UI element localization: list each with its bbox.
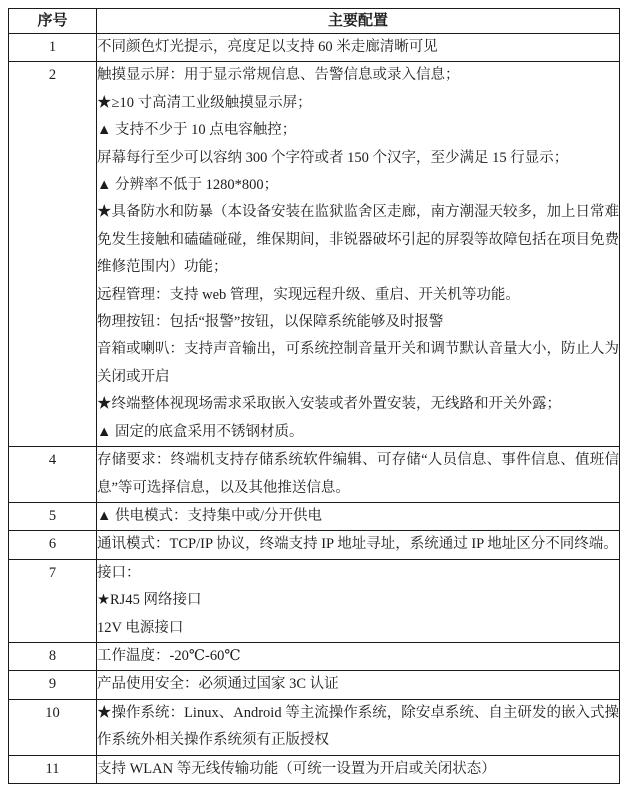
- config-line: ★具备防水和防暴（本设备安装在监狱监舍区走廊，南方潮湿天较多，加上日常难免发生接触和磕磕碰碰，维保期间，非锐器破坏引起的屏裂等故障包括在项目免费维修范围内）功能；: [97, 204, 619, 276]
- row-number-cell: 11: [9, 755, 97, 783]
- header-row: [9, 9, 620, 34]
- config-line: ▲ 供电模式：支持集中或/分开供电: [97, 507, 323, 524]
- config-line: 存储要求：终端机支持存储系统软件编辑、可存储“人员信息、事件信息、值班信息”等可选择信息，以及其他推送信息。: [97, 452, 619, 496]
- config-line: 工作温度：-20℃-60℃: [97, 647, 241, 664]
- row-config-cell: [97, 62, 620, 447]
- row-number-cell: 2: [9, 62, 97, 447]
- row-number-cell: 4: [9, 447, 97, 503]
- config-line: ★≥10 寸高清工业级触摸显示屏；: [97, 94, 312, 111]
- config-line: 12V 电源接口: [97, 619, 184, 636]
- table-row: [9, 447, 620, 503]
- config-line: 物理按钮：包括“报警”按钮，以保障系统能够及时报警: [97, 314, 444, 331]
- row-config-cell: [97, 755, 620, 783]
- row-number-cell: 5: [9, 502, 97, 530]
- config-line: 音箱或喇叭：支持声音输出，可系统控制音量开关和调节默认音量大小，防止人为关闭或开启: [97, 341, 619, 385]
- config-line: 接口：: [97, 564, 141, 581]
- row-number-cell: 9: [9, 671, 97, 699]
- row-config-cell: [97, 531, 620, 559]
- config-line: ▲ 分辨率不低于 1280*800；: [97, 177, 279, 194]
- table-row: [9, 559, 620, 642]
- header-col-config: 主要配置: [97, 9, 620, 34]
- row-number-cell: 8: [9, 642, 97, 670]
- spec-table: [8, 8, 620, 784]
- config-line: 远程管理：支持 web 管理，实现远程升级、重启、开关机等功能。: [97, 286, 520, 303]
- table-row: [9, 34, 620, 62]
- table-row: [9, 502, 620, 530]
- config-line: 触摸显示屏：用于显示常规信息、告警信息或录入信息；: [97, 67, 460, 84]
- config-line: 支持 WLAN 等无线传输功能（可统一设置为开启或关闭状态）: [97, 760, 496, 777]
- config-line: ★操作系统：Linux、Android 等主流操作系统，除安卓系统、自主研发的嵌入式操作系统外相关操作系统须有正版授权: [97, 704, 619, 749]
- row-number-cell: 10: [9, 699, 97, 755]
- row-config-cell: [97, 559, 620, 642]
- header-col-number: 序号: [9, 9, 97, 34]
- spec-table-body: [9, 34, 620, 784]
- row-config-cell: [97, 34, 620, 62]
- config-line: ▲ 支持不少于 10 点电容触控；: [97, 122, 297, 139]
- config-line: ▲ 固定的底盒采用不锈钢材质。: [97, 423, 304, 440]
- config-line: 屏幕每行至少可以容纳 300 个字符或者 150 个汉字，至少满足 15 行显示；: [97, 149, 569, 166]
- config-line: 通讯模式：TCP/IP 协议，终端支持 IP 地址寻址，系统通过 IP 地址区分不同终端。: [97, 536, 618, 553]
- row-number-cell: 6: [9, 531, 97, 559]
- table-row: [9, 62, 620, 447]
- table-row: [9, 531, 620, 559]
- config-line: ★终端整体视现场需求采取嵌入安装或者外置安装，无线路和开关外露；: [97, 396, 561, 413]
- row-config-cell: [97, 502, 620, 530]
- config-line: 不同颜色灯光提示，亮度足以支持 60 米走廊清晰可见: [97, 39, 438, 55]
- row-config-cell: [97, 447, 620, 503]
- row-number-cell: 7: [9, 559, 97, 642]
- row-config-cell: [97, 642, 620, 670]
- table-row: [9, 755, 620, 783]
- table-row: [9, 671, 620, 699]
- config-line: 产品使用安全：必须通过国家 3C 认证: [97, 676, 339, 693]
- table-row: [9, 699, 620, 755]
- row-number-cell: 1: [9, 34, 97, 62]
- table-row: [9, 642, 620, 670]
- config-line: ★RJ45 网络接口: [97, 592, 202, 609]
- row-config-cell: [97, 699, 620, 755]
- row-config-cell: [97, 671, 620, 699]
